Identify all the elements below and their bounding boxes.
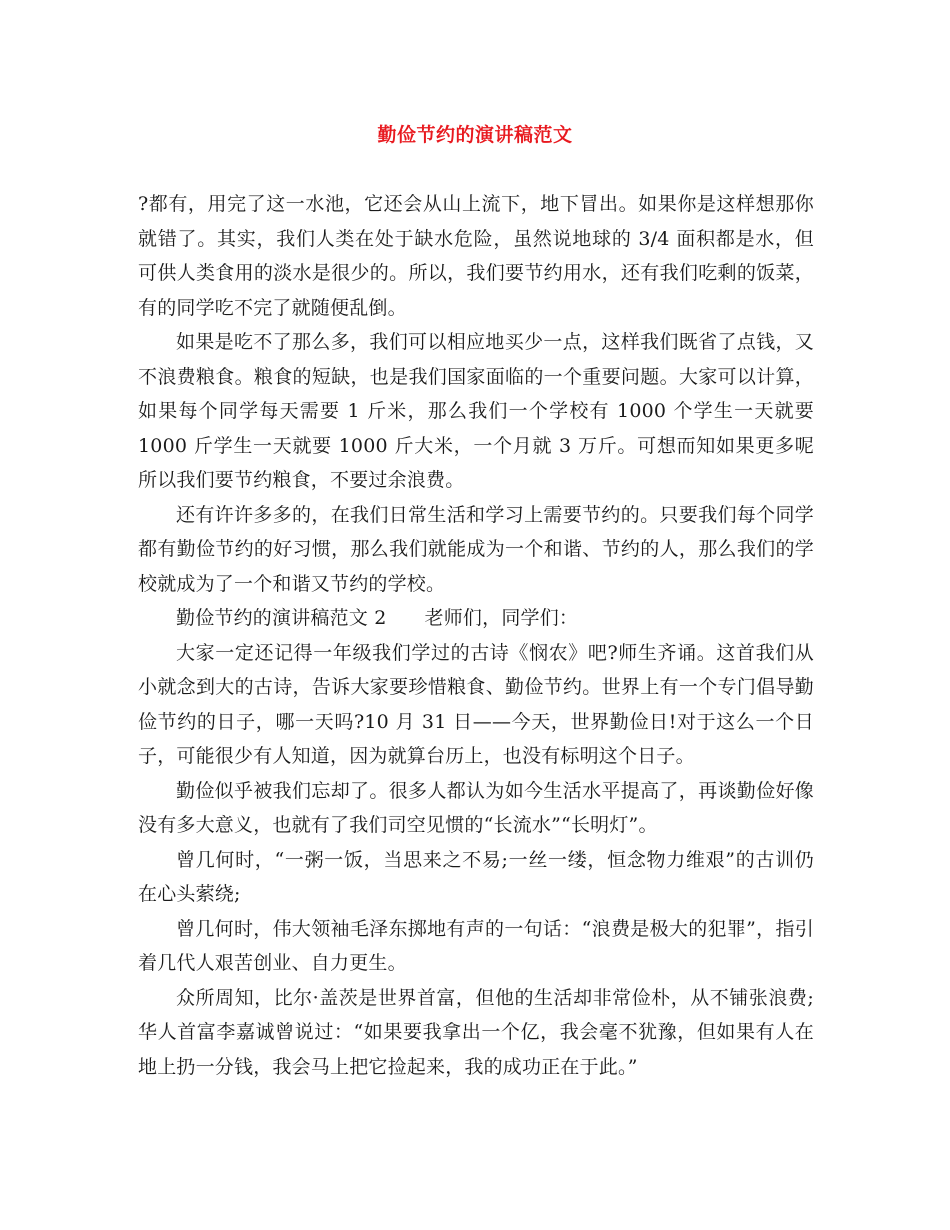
paragraph: 曾几何时，“一粥一饭，当思来之不易;一丝一缕，恒念物力维艰”的古训仍在心头萦绕; <box>138 848 814 905</box>
document-body <box>138 187 814 1084</box>
document-title: 勤俭节约的演讲稿范文 <box>377 124 573 146</box>
paragraph: 曾几何时，伟大领袖毛泽东掷地有声的一句话：“浪费是极大的犯罪”，指引着几代人艰苦创业、自力更生。 <box>138 917 814 974</box>
paragraph: 如果是吃不了那么多，我们可以相应地买少一点，这样我们既省了点钱，又不浪费粮食。粮食的短缺，也是我们国家面临的一个重要问题。大家可以计算，如果每个同学每天需要 1 斤米，那么我们一个学校有 1000 个学生一天就要 1000 斤学生一天就要 1000 斤大米，一个月就 3 万斤。可想而知如果更多呢所以我们要节约粮食，不要过余浪费。 <box>138 331 814 491</box>
paragraph: 勤俭似乎被我们忘却了。很多人都认为如今生活水平提高了，再谈勤俭好像没有多大意义，也就有了我们司空见惯的“长流水”“长明灯”。 <box>138 779 814 836</box>
paragraph: 大家一定还记得一年级我们学过的古诗《悯农》吧?师生齐诵。这首我们从小就念到大的古诗，告诉大家要珍惜粮食、勤俭节约。世界上有一个专门倡导勤俭节约的日子，哪一天吗?10 月 31 日——今天，世界勤俭日!对于这么一个日子，可能很少有人知道，因为就算台历上，也没有标明这个日子。 <box>138 641 814 767</box>
paragraph: 还有许许多多的，在我们日常生活和学习上需要节约的。只要我们每个同学都有勤俭节约的好习惯，那么我们就能成为一个和谐、节约的人，那么我们的学校就成为了一个和谐又节约的学校。 <box>138 503 814 595</box>
paragraph: ?都有，用完了这一水池，它还会从山上流下，地下冒出。如果你是这样想那你就错了。其实，我们人类在处于缺水危险，虽然说地球的 3/4 面积都是水，但可供人类食用的淡水是很少的。所以，我们要节约用水，还有我们吃剩的饭菜，有的同学吃不完了就随便乱倒。 <box>138 193 814 319</box>
subheading-title: 勤俭节约的演讲稿范文 2 <box>176 607 387 629</box>
section-subheading <box>138 601 814 636</box>
subheading-greeting: 老师们，同学们： <box>424 607 579 629</box>
paragraph: 众所周知，比尔·盖茨是世界首富，但他的生活却非常俭朴，从不铺张浪费;华人首富李嘉诚曾说过：“如果要我拿出一个亿，我会毫不犹豫，但如果有人在地上扔一分钱，我会马上把它捡起来，我的成功正在于此。” <box>138 986 814 1078</box>
